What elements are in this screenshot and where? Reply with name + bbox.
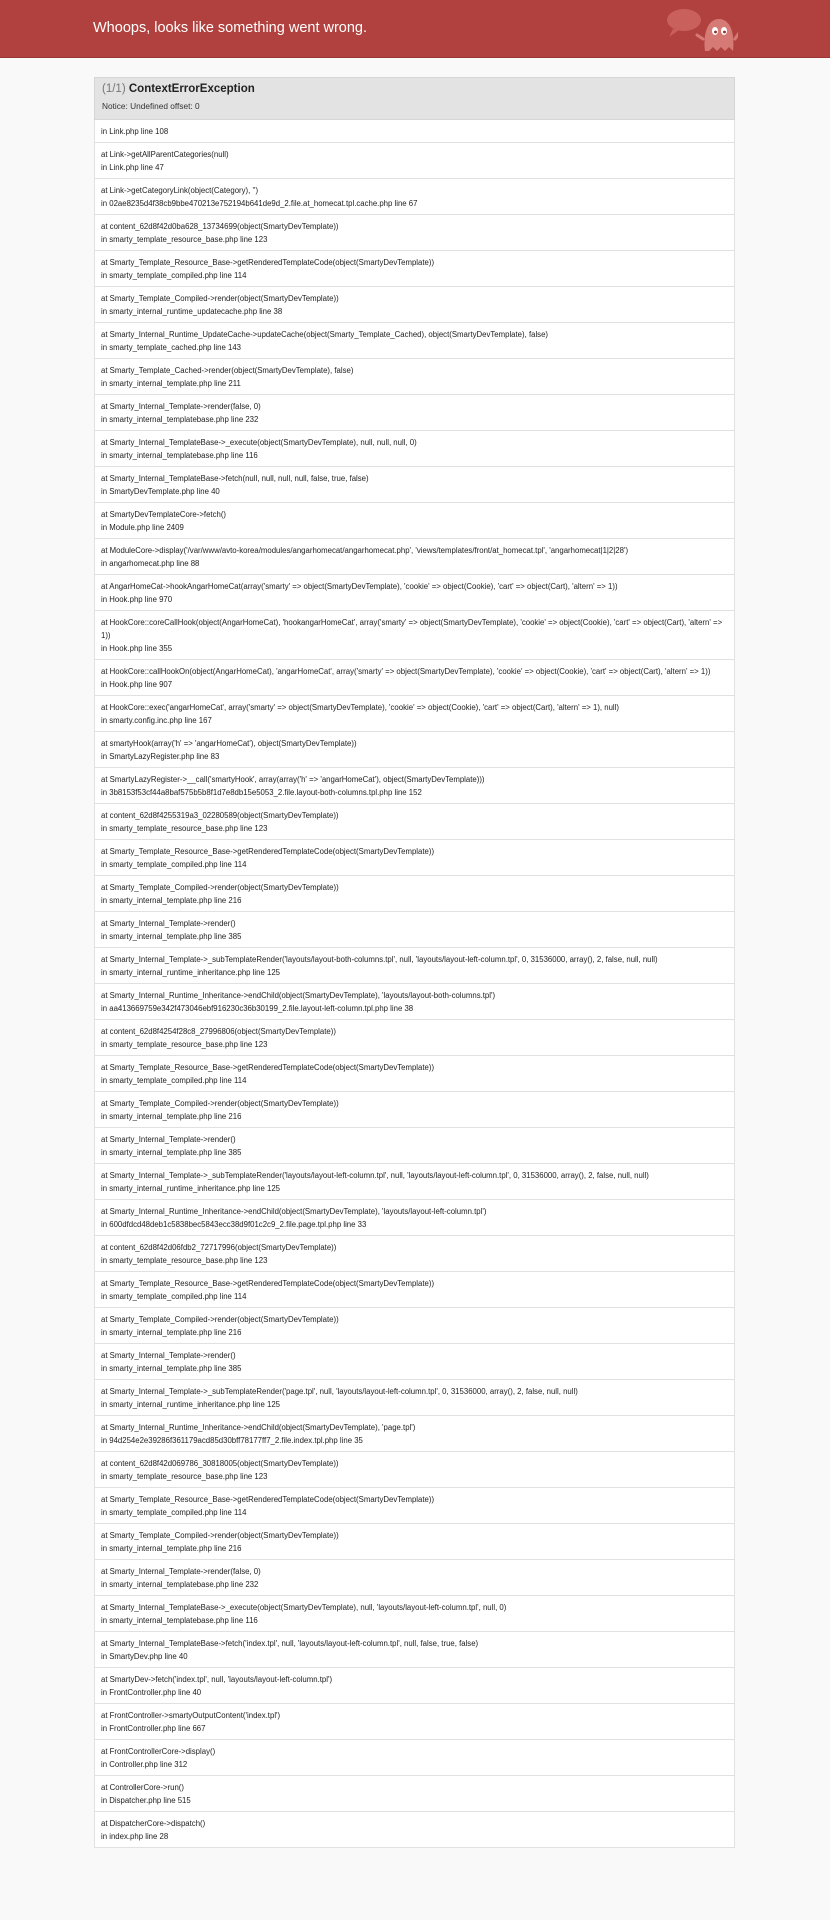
stack-frame (95, 395, 734, 431)
exception-count: (1/1) (102, 83, 126, 95)
frame-call: at HookCore::coreCallHook(object(AngarHomeCat), 'hookangarHomeCat', array('smarty' => object(SmartyDevTemplate), 'cookie' => object(Cookie), 'cart' => object(Cart), 'altern' => 1)) (101, 618, 723, 640)
frame-file: in Link.php line 108 (101, 127, 169, 136)
frame-call: at ControllerCore->run() (101, 1783, 184, 1792)
frame-file: in Module.php line 2409 (101, 523, 184, 532)
frame-call: at content_62d8f42d06fdb2_72717996(object(SmartyDevTemplate)) (101, 1243, 337, 1252)
frame-call: at Smarty_Template_Cached->render(object(SmartyDevTemplate), false) (101, 366, 354, 375)
frame-call: at Smarty_Internal_Template->render(false, 0) (101, 1567, 261, 1576)
stack-frame (95, 660, 734, 696)
frame-file: in smarty_template_resource_base.php line 123 (101, 1256, 268, 1265)
stack-frame (95, 1164, 734, 1200)
frame-file: in 94d254e2e39286f361179acd85d30bff78177ff7_2.file.index.tpl.php line 35 (101, 1436, 363, 1445)
frame-file: in smarty_template_resource_base.php line 123 (101, 235, 268, 244)
exception-class: ContextErrorException (128, 83, 255, 95)
stack-frame (95, 984, 734, 1020)
frame-call: at HookCore::callHookOn(object(AngarHomeCat), 'angarHomeCat', array('smarty' => object(SmartyDevTemplate), 'cookie' => object(Cookie), 'cart' => object(Cart), 'altern' => 1)) (101, 667, 711, 676)
frame-file: in smarty_internal_templatebase.php line 232 (101, 1580, 259, 1589)
stack-frame (95, 948, 734, 984)
stack-frame (95, 1380, 734, 1416)
frame-call: at Smarty_Template_Resource_Base->getRenderedTemplateCode(object(SmartyDevTemplate)) (101, 1495, 435, 1504)
stack-frame (95, 539, 734, 575)
frame-call: at content_62d8f42d069786_30818005(object(SmartyDevTemplate)) (101, 1459, 339, 1468)
stack-frame (95, 1488, 734, 1524)
frame-call: at FrontController->smartyOutputContent('index.tpl') (101, 1711, 281, 1720)
stack-frame (95, 120, 734, 143)
stack-frame (95, 1128, 734, 1164)
frame-file: in Hook.php line 907 (101, 680, 173, 689)
stack-frame (95, 1020, 734, 1056)
stack-frame (95, 1452, 734, 1488)
frame-call: at Smarty_Internal_Template->_subTemplateRender('layouts/layout-both-columns.tpl', null, 'layouts/layout-left-column.tpl', 0, 31536000, array(), 2, false, null, null) (101, 955, 658, 964)
frame-file: in smarty_template_compiled.php line 114 (101, 1076, 247, 1085)
stack-frame (95, 732, 734, 768)
frame-call: at Smarty_Template_Compiled->render(object(SmartyDevTemplate)) (101, 1315, 339, 1324)
exception-block (94, 77, 735, 1848)
frame-file: in smarty_internal_runtime_inheritance.php line 125 (101, 1400, 281, 1409)
frame-call: at Smarty_Template_Resource_Base->getRenderedTemplateCode(object(SmartyDevTemplate)) (101, 847, 435, 856)
frame-file: in smarty_template_compiled.php line 114 (101, 1508, 247, 1517)
stack-frame (95, 1344, 734, 1380)
frame-call: at Smarty_Internal_Runtime_UpdateCache->updateCache(object(Smarty_Template_Cached), object(SmartyDevTemplate), false) (101, 330, 549, 339)
frame-file: in smarty_template_resource_base.php line 123 (101, 824, 268, 833)
frame-call: at content_62d8f4255319a3_02280589(object(SmartyDevTemplate)) (101, 811, 339, 820)
frame-file: in smarty_internal_template.php line 216 (101, 1328, 242, 1337)
frame-call: at SmartyDev->fetch('index.tpl', null, 'layouts/layout-left-column.tpl') (101, 1675, 333, 1684)
frame-file: in smarty_template_cached.php line 143 (101, 343, 241, 352)
frame-file: in Dispatcher.php line 515 (101, 1796, 191, 1805)
frame-file: in SmartyDev.php line 40 (101, 1652, 188, 1661)
frame-file: in SmartyLazyRegister.php line 83 (101, 752, 220, 761)
stack-frame (95, 1272, 734, 1308)
frame-file: in 600dfdcd48deb1c5838bec5843ecc38d9f01c2c9_2.file.page.tpl.php line 33 (101, 1220, 367, 1229)
frame-call: at Smarty_Template_Compiled->render(object(SmartyDevTemplate)) (101, 1531, 339, 1540)
frame-file: in smarty_internal_template.php line 216 (101, 1544, 242, 1553)
frame-call: at Link->getAllParentCategories(null) (101, 150, 229, 159)
frame-call: at Smarty_Internal_TemplateBase->fetch(null, null, null, null, false, true, false) (101, 474, 369, 483)
frame-call: at Smarty_Internal_TemplateBase->fetch('index.tpl', null, 'layouts/layout-left-column.tpl', null, false, true, false) (101, 1639, 479, 1648)
stack-frame (95, 1560, 734, 1596)
stack-frame (95, 876, 734, 912)
frame-file: in smarty_internal_templatebase.php line 232 (101, 415, 259, 424)
frame-call: at Smarty_Internal_Template->_subTemplateRender('layouts/layout-left-column.tpl', null, 'layouts/layout-left-column.tpl', 0, 31536000, array(), 2, false, null, null) (101, 1171, 649, 1180)
stack-frame (95, 323, 734, 359)
frame-file: in smarty.config.inc.php line 167 (101, 716, 212, 725)
frame-call: at Smarty_Internal_Runtime_Inheritance->endChild(object(SmartyDevTemplate), 'page.tpl') (101, 1423, 416, 1432)
stack-frame (95, 143, 734, 179)
frame-file: in smarty_internal_template.php line 211 (101, 379, 241, 388)
frame-file: in smarty_internal_templatebase.php line 116 (101, 1616, 258, 1625)
stack-frame (95, 804, 734, 840)
stack-frame (95, 1668, 734, 1704)
frame-call: at Smarty_Template_Resource_Base->getRenderedTemplateCode(object(SmartyDevTemplate)) (101, 258, 435, 267)
frame-file: in Controller.php line 312 (101, 1760, 188, 1769)
frame-call: at SmartyLazyRegister->__call('smartyHook', array(array('h' => 'angarHomeCat'), object(SmartyDevTemplate))) (101, 775, 485, 784)
frame-call: at HookCore::exec('angarHomeCat', array('smarty' => object(SmartyDevTemplate), 'cookie' => object(Cookie), 'cart' => object(Cart), 'altern' => 1), null) (101, 703, 619, 712)
frame-file: in aa413669759e342f473046ebf916230c36b30199_2.file.layout-left-column.tpl.php line 38 (101, 1004, 414, 1013)
frame-file: in FrontController.php line 667 (101, 1724, 206, 1733)
frame-file: in smarty_internal_template.php line 216 (101, 896, 242, 905)
frame-file: in smarty_internal_runtime_inheritance.php line 125 (101, 968, 281, 977)
frame-call: at Link->getCategoryLink(object(Category), '') (101, 186, 259, 195)
frame-call: at Smarty_Internal_Template->render() (101, 919, 236, 928)
frame-call: at Smarty_Internal_Template->_subTemplateRender('page.tpl', null, 'layouts/layout-left-column.tpl', 0, 31536000, array(), 2, false, null, null) (101, 1387, 578, 1396)
stack-frame (95, 1596, 734, 1632)
stack-frame (95, 1056, 734, 1092)
frame-call: at content_62d8f4254f28c8_27996806(object(SmartyDevTemplate)) (101, 1027, 336, 1036)
stack-frame (95, 1776, 734, 1812)
frame-call: at Smarty_Internal_Runtime_Inheritance->endChild(object(SmartyDevTemplate), 'layouts/layout-both-columns.tpl') (101, 991, 496, 1000)
exception-message: Notice: Undefined offset: 0 (102, 101, 200, 111)
frame-file: in 02ae8235d4f38cb9bbe470213e752194b641de9d_2.file.at_homecat.tpl.cache.php line 67 (101, 199, 418, 208)
frame-call: at Smarty_Internal_Runtime_Inheritance->endChild(object(SmartyDevTemplate), 'layouts/layout-left-column.tpl') (101, 1207, 487, 1216)
stack-frame (95, 1524, 734, 1560)
stack-frame (95, 1740, 734, 1776)
ghost-logo-icon (663, 5, 738, 53)
stack-frame (95, 431, 734, 467)
frame-call: at Smarty_Template_Resource_Base->getRenderedTemplateCode(object(SmartyDevTemplate)) (101, 1279, 435, 1288)
stack-frame (95, 1632, 734, 1668)
stack-frame (95, 359, 734, 395)
frame-call: at Smarty_Internal_Template->render() (101, 1351, 236, 1360)
stack-frame (95, 215, 734, 251)
frame-call: at FrontControllerCore->display() (101, 1747, 216, 1756)
frame-call: at SmartyDevTemplateCore->fetch() (101, 510, 227, 519)
frame-call: at smartyHook(array('h' => 'angarHomeCat'), object(SmartyDevTemplate)) (101, 739, 357, 748)
frame-call: at Smarty_Internal_Template->render() (101, 1135, 236, 1144)
frame-file: in smarty_internal_template.php line 385 (101, 1148, 242, 1157)
stack-frame (95, 912, 734, 948)
frame-file: in smarty_template_compiled.php line 114 (101, 860, 247, 869)
stack-frame (95, 1812, 734, 1848)
frame-file: in angarhomecat.php line 88 (101, 559, 200, 568)
error-header (0, 0, 830, 58)
stack-frame (95, 1236, 734, 1272)
frame-call: at Smarty_Template_Compiled->render(object(SmartyDevTemplate)) (101, 1099, 339, 1108)
stack-frame (95, 467, 734, 503)
stack-frame (95, 287, 734, 323)
frame-call: at Smarty_Internal_TemplateBase->_execute(object(SmartyDevTemplate), null, 'layouts/layout-left-column.tpl', null, 0) (101, 1603, 507, 1612)
stack-frame (95, 1308, 734, 1344)
exception-title-bar (94, 77, 735, 120)
frame-file: in index.php line 28 (101, 1832, 169, 1841)
frame-file: in SmartyDevTemplate.php line 40 (101, 487, 220, 496)
frame-call: at Smarty_Template_Compiled->render(object(SmartyDevTemplate)) (101, 294, 339, 303)
frame-call: at Smarty_Template_Resource_Base->getRenderedTemplateCode(object(SmartyDevTemplate)) (101, 1063, 435, 1072)
frame-file: in smarty_internal_template.php line 216 (101, 1112, 242, 1121)
stack-frame (95, 1200, 734, 1236)
frame-file: in Hook.php line 355 (101, 644, 173, 653)
frame-file: in smarty_internal_templatebase.php line 116 (101, 451, 258, 460)
stack-frame (95, 611, 734, 660)
stack-frame (95, 1416, 734, 1452)
frame-call: at content_62d8f42d0ba628_13734699(object(SmartyDevTemplate)) (101, 222, 339, 231)
frame-file: in Link.php line 47 (101, 163, 164, 172)
stack-frame (95, 1092, 734, 1128)
frame-call: at Smarty_Template_Compiled->render(object(SmartyDevTemplate)) (101, 883, 339, 892)
frame-call: at Smarty_Internal_TemplateBase->_execute(object(SmartyDevTemplate), null, null, null, 0) (101, 438, 417, 447)
page-title: Whoops, looks like something went wrong. (93, 20, 368, 36)
exception-title (102, 83, 726, 96)
stack-frame (95, 251, 734, 287)
frame-file: in smarty_internal_runtime_updatecache.php line 38 (101, 307, 283, 316)
stack-frame (95, 1704, 734, 1740)
stack-frame (95, 768, 734, 804)
stack-frame (95, 503, 734, 539)
frame-file: in Hook.php line 970 (101, 595, 173, 604)
frame-call: at DispatcherCore->dispatch() (101, 1819, 206, 1828)
frame-file: in FrontController.php line 40 (101, 1688, 202, 1697)
frame-file: in smarty_template_resource_base.php line 123 (101, 1472, 268, 1481)
frame-file: in smarty_template_compiled.php line 114 (101, 1292, 247, 1301)
frame-file: in 3b8153f53cf44a8baf575b5b8f1d7e8db15e5053_2.file.layout-both-columns.tpl.php line 152 (101, 788, 422, 797)
stack-frame (95, 840, 734, 876)
stack-trace (94, 120, 735, 1848)
frame-file: in smarty_template_resource_base.php line 123 (101, 1040, 268, 1049)
stack-frame (95, 575, 734, 611)
stack-frame (95, 696, 734, 732)
frame-file: in smarty_internal_runtime_inheritance.php line 125 (101, 1184, 281, 1193)
frame-file: in smarty_internal_template.php line 385 (101, 932, 242, 941)
frame-call: at Smarty_Internal_Template->render(false, 0) (101, 402, 261, 411)
frame-call: at AngarHomeCat->hookAngarHomeCat(array('smarty' => object(SmartyDevTemplate), 'cookie' => object(Cookie), 'cart' => object(Cart), 'altern' => 1)) (101, 582, 618, 591)
frame-file: in smarty_internal_template.php line 385 (101, 1364, 242, 1373)
stack-frame (95, 179, 734, 215)
frame-file: in smarty_template_compiled.php line 114 (101, 271, 247, 280)
frame-call: at ModuleCore->display('/var/www/avto-korea/modules/angarhomecat/angarhomecat.php', 'views/templates/front/at_homecat.tpl', 'angarhomecat|1|2|28') (101, 546, 629, 555)
